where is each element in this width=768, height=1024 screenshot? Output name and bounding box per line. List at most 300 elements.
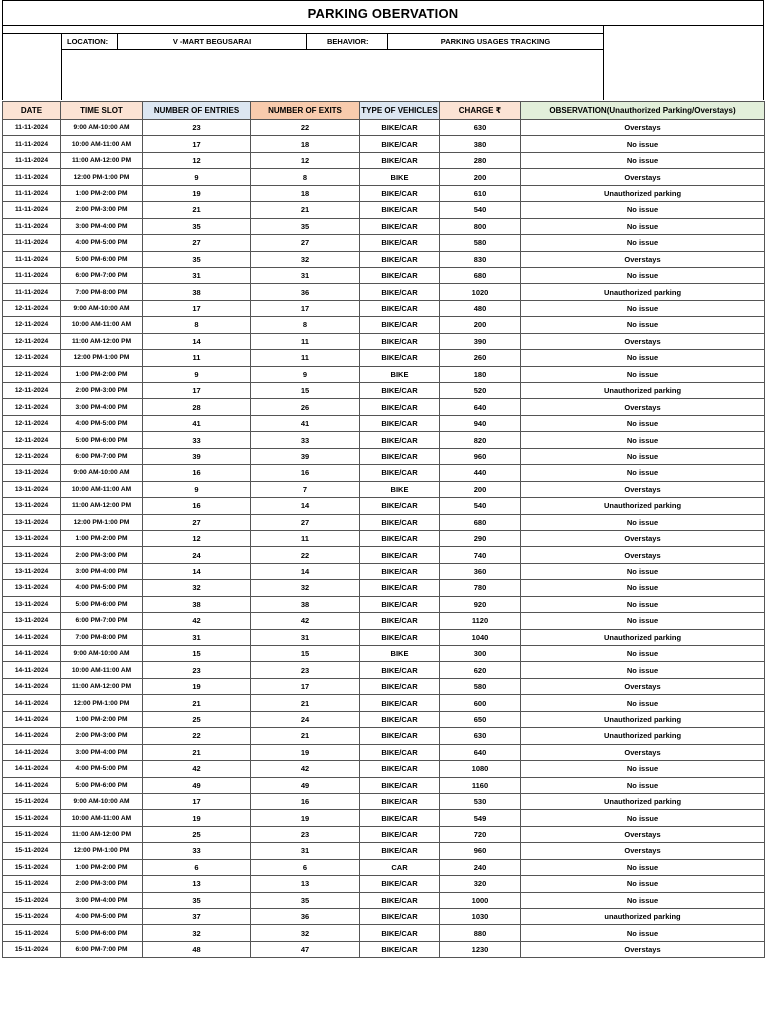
charge-cell[interactable]: 240	[440, 859, 521, 875]
date-cell[interactable]: 11-11-2024	[3, 169, 61, 185]
time-slot-cell[interactable]: 12:00 PM-1:00 PM	[61, 350, 143, 366]
time-slot-cell[interactable]: 5:00 PM-6:00 PM	[61, 777, 143, 793]
entries-cell[interactable]: 31	[143, 629, 251, 645]
date-cell[interactable]: 14-11-2024	[3, 777, 61, 793]
charge-cell[interactable]: 580	[440, 678, 521, 694]
observation-cell[interactable]: No issue	[521, 300, 765, 316]
time-slot-cell[interactable]: 3:00 PM-4:00 PM	[61, 892, 143, 908]
vehicle-type-cell[interactable]: BIKE/CAR	[360, 711, 440, 727]
entries-cell[interactable]: 38	[143, 596, 251, 612]
observation-cell[interactable]: No issue	[521, 448, 765, 464]
vehicle-type-cell[interactable]: BIKE/CAR	[360, 876, 440, 892]
observation-cell[interactable]: No issue	[521, 761, 765, 777]
charge-cell[interactable]: 200	[440, 481, 521, 497]
entries-cell[interactable]: 24	[143, 547, 251, 563]
entries-cell[interactable]: 21	[143, 695, 251, 711]
entries-cell[interactable]: 33	[143, 432, 251, 448]
charge-cell[interactable]: 480	[440, 300, 521, 316]
vehicle-type-cell[interactable]: BIKE/CAR	[360, 284, 440, 300]
observation-cell[interactable]: No issue	[521, 317, 765, 333]
time-slot-cell[interactable]: 1:00 PM-2:00 PM	[61, 711, 143, 727]
entries-cell[interactable]: 42	[143, 613, 251, 629]
observation-cell[interactable]: No issue	[521, 514, 765, 530]
vehicle-type-cell[interactable]: BIKE/CAR	[360, 136, 440, 152]
date-cell[interactable]: 14-11-2024	[3, 662, 61, 678]
observation-cell[interactable]: No issue	[521, 465, 765, 481]
charge-cell[interactable]: 520	[440, 383, 521, 399]
entries-cell[interactable]: 32	[143, 925, 251, 941]
observation-cell[interactable]: Overstays	[521, 744, 765, 760]
entries-cell[interactable]: 35	[143, 218, 251, 234]
time-slot-cell[interactable]: 2:00 PM-3:00 PM	[61, 728, 143, 744]
observation-cell[interactable]: No issue	[521, 859, 765, 875]
observation-cell[interactable]: Unauthorized parking	[521, 498, 765, 514]
vehicle-type-cell[interactable]: BIKE/CAR	[360, 744, 440, 760]
exits-cell[interactable]: 31	[251, 843, 360, 859]
entries-cell[interactable]: 17	[143, 383, 251, 399]
observation-cell[interactable]: Overstays	[521, 399, 765, 415]
time-slot-cell[interactable]: 10:00 AM-11:00 AM	[61, 317, 143, 333]
date-cell[interactable]: 12-11-2024	[3, 366, 61, 382]
entries-cell[interactable]: 14	[143, 333, 251, 349]
charge-cell[interactable]: 1080	[440, 761, 521, 777]
time-slot-cell[interactable]: 10:00 AM-11:00 AM	[61, 136, 143, 152]
observation-cell[interactable]: No issue	[521, 202, 765, 218]
observation-cell[interactable]: No issue	[521, 695, 765, 711]
observation-cell[interactable]: No issue	[521, 350, 765, 366]
charge-cell[interactable]: 180	[440, 366, 521, 382]
date-cell[interactable]: 12-11-2024	[3, 350, 61, 366]
charge-cell[interactable]: 200	[440, 317, 521, 333]
time-slot-cell[interactable]: 6:00 PM-7:00 PM	[61, 613, 143, 629]
exits-cell[interactable]: 16	[251, 793, 360, 809]
charge-cell[interactable]: 540	[440, 498, 521, 514]
entries-cell[interactable]: 17	[143, 136, 251, 152]
exits-cell[interactable]: 11	[251, 530, 360, 546]
time-slot-cell[interactable]: 6:00 PM-7:00 PM	[61, 267, 143, 283]
date-cell[interactable]: 15-11-2024	[3, 843, 61, 859]
time-slot-cell[interactable]: 4:00 PM-5:00 PM	[61, 235, 143, 251]
time-slot-cell[interactable]: 1:00 PM-2:00 PM	[61, 859, 143, 875]
exits-cell[interactable]: 7	[251, 481, 360, 497]
charge-cell[interactable]: 1120	[440, 613, 521, 629]
charge-cell[interactable]: 1020	[440, 284, 521, 300]
observation-cell[interactable]: Unauthorized parking	[521, 284, 765, 300]
time-slot-cell[interactable]: 11:00 AM-12:00 PM	[61, 498, 143, 514]
vehicle-type-cell[interactable]: BIKE/CAR	[360, 662, 440, 678]
date-cell[interactable]: 13-11-2024	[3, 613, 61, 629]
date-cell[interactable]: 11-11-2024	[3, 251, 61, 267]
vehicle-type-cell[interactable]: BIKE/CAR	[360, 498, 440, 514]
exits-cell[interactable]: 16	[251, 465, 360, 481]
entries-cell[interactable]: 41	[143, 415, 251, 431]
observation-cell[interactable]: unauthorized parking	[521, 909, 765, 925]
time-slot-cell[interactable]: 2:00 PM-3:00 PM	[61, 383, 143, 399]
date-cell[interactable]: 14-11-2024	[3, 711, 61, 727]
time-slot-cell[interactable]: 3:00 PM-4:00 PM	[61, 218, 143, 234]
observation-cell[interactable]: Unauthorized parking	[521, 185, 765, 201]
exits-cell[interactable]: 8	[251, 169, 360, 185]
exits-cell[interactable]: 11	[251, 333, 360, 349]
date-cell[interactable]: 13-11-2024	[3, 530, 61, 546]
observation-cell[interactable]: No issue	[521, 596, 765, 612]
vehicle-type-cell[interactable]: BIKE/CAR	[360, 514, 440, 530]
exits-cell[interactable]: 8	[251, 317, 360, 333]
observation-cell[interactable]: No issue	[521, 152, 765, 168]
date-cell[interactable]: 13-11-2024	[3, 580, 61, 596]
observation-cell[interactable]: No issue	[521, 580, 765, 596]
time-slot-cell[interactable]: 12:00 PM-1:00 PM	[61, 514, 143, 530]
time-slot-cell[interactable]: 12:00 PM-1:00 PM	[61, 695, 143, 711]
observation-cell[interactable]: No issue	[521, 415, 765, 431]
entries-cell[interactable]: 35	[143, 251, 251, 267]
date-cell[interactable]: 15-11-2024	[3, 876, 61, 892]
entries-cell[interactable]: 15	[143, 646, 251, 662]
exits-cell[interactable]: 19	[251, 744, 360, 760]
time-slot-cell[interactable]: 10:00 AM-11:00 AM	[61, 810, 143, 826]
charge-cell[interactable]: 780	[440, 580, 521, 596]
exits-cell[interactable]: 21	[251, 728, 360, 744]
vehicle-type-cell[interactable]: BIKE/CAR	[360, 563, 440, 579]
date-cell[interactable]: 11-11-2024	[3, 284, 61, 300]
vehicle-type-cell[interactable]: BIKE/CAR	[360, 235, 440, 251]
exits-cell[interactable]: 22	[251, 120, 360, 136]
charge-cell[interactable]: 1040	[440, 629, 521, 645]
vehicle-type-cell[interactable]: BIKE/CAR	[360, 629, 440, 645]
time-slot-cell[interactable]: 3:00 PM-4:00 PM	[61, 563, 143, 579]
charge-cell[interactable]: 1000	[440, 892, 521, 908]
date-cell[interactable]: 14-11-2024	[3, 646, 61, 662]
vehicle-type-cell[interactable]: BIKE/CAR	[360, 892, 440, 908]
observation-cell[interactable]: Overstays	[521, 547, 765, 563]
charge-cell[interactable]: 680	[440, 514, 521, 530]
vehicle-type-cell[interactable]: BIKE	[360, 169, 440, 185]
charge-cell[interactable]: 880	[440, 925, 521, 941]
observation-cell[interactable]: Unauthorized parking	[521, 793, 765, 809]
charge-cell[interactable]: 630	[440, 120, 521, 136]
time-slot-cell[interactable]: 9:00 AM-10:00 AM	[61, 465, 143, 481]
charge-cell[interactable]: 320	[440, 876, 521, 892]
time-slot-cell[interactable]: 1:00 PM-2:00 PM	[61, 530, 143, 546]
entries-cell[interactable]: 37	[143, 909, 251, 925]
time-slot-cell[interactable]: 11:00 AM-12:00 PM	[61, 333, 143, 349]
vehicle-type-cell[interactable]: BIKE/CAR	[360, 251, 440, 267]
time-slot-cell[interactable]: 3:00 PM-4:00 PM	[61, 399, 143, 415]
time-slot-cell[interactable]: 10:00 AM-11:00 AM	[61, 481, 143, 497]
column-header-observation[interactable]: OBSERVATION(Unauthorized Parking/Overstays)	[521, 102, 765, 120]
observation-cell[interactable]: No issue	[521, 136, 765, 152]
observation-cell[interactable]: No issue	[521, 563, 765, 579]
charge-cell[interactable]: 280	[440, 152, 521, 168]
time-slot-cell[interactable]: 9:00 AM-10:00 AM	[61, 300, 143, 316]
exits-cell[interactable]: 42	[251, 761, 360, 777]
observation-cell[interactable]: No issue	[521, 892, 765, 908]
time-slot-cell[interactable]: 4:00 PM-5:00 PM	[61, 761, 143, 777]
exits-cell[interactable]: 32	[251, 251, 360, 267]
time-slot-cell[interactable]: 5:00 PM-6:00 PM	[61, 596, 143, 612]
vehicle-type-cell[interactable]: BIKE/CAR	[360, 202, 440, 218]
vehicle-type-cell[interactable]: BIKE/CAR	[360, 448, 440, 464]
time-slot-cell[interactable]: 4:00 PM-5:00 PM	[61, 580, 143, 596]
vehicle-type-cell[interactable]: BIKE/CAR	[360, 826, 440, 842]
date-cell[interactable]: 14-11-2024	[3, 629, 61, 645]
charge-cell[interactable]: 630	[440, 728, 521, 744]
entries-cell[interactable]: 12	[143, 152, 251, 168]
vehicle-type-cell[interactable]: BIKE/CAR	[360, 530, 440, 546]
entries-cell[interactable]: 25	[143, 711, 251, 727]
exits-cell[interactable]: 6	[251, 859, 360, 875]
exits-cell[interactable]: 33	[251, 432, 360, 448]
time-slot-cell[interactable]: 2:00 PM-3:00 PM	[61, 876, 143, 892]
date-cell[interactable]: 14-11-2024	[3, 695, 61, 711]
date-cell[interactable]: 15-11-2024	[3, 793, 61, 809]
entries-cell[interactable]: 38	[143, 284, 251, 300]
date-cell[interactable]: 12-11-2024	[3, 317, 61, 333]
vehicle-type-cell[interactable]: BIKE	[360, 646, 440, 662]
observation-cell[interactable]: Overstays	[521, 481, 765, 497]
time-slot-cell[interactable]: 4:00 PM-5:00 PM	[61, 909, 143, 925]
column-header-date[interactable]: DATE	[3, 102, 61, 120]
vehicle-type-cell[interactable]: BIKE/CAR	[360, 465, 440, 481]
exits-cell[interactable]: 36	[251, 909, 360, 925]
charge-cell[interactable]: 1230	[440, 941, 521, 957]
exits-cell[interactable]: 14	[251, 563, 360, 579]
vehicle-type-cell[interactable]: BIKE/CAR	[360, 185, 440, 201]
date-cell[interactable]: 13-11-2024	[3, 514, 61, 530]
entries-cell[interactable]: 39	[143, 448, 251, 464]
exits-cell[interactable]: 18	[251, 136, 360, 152]
observation-cell[interactable]: Overstays	[521, 169, 765, 185]
date-cell[interactable]: 11-11-2024	[3, 235, 61, 251]
exits-cell[interactable]: 31	[251, 267, 360, 283]
vehicle-type-cell[interactable]: BIKE/CAR	[360, 613, 440, 629]
entries-cell[interactable]: 28	[143, 399, 251, 415]
entries-cell[interactable]: 21	[143, 744, 251, 760]
observation-cell[interactable]: Overstays	[521, 530, 765, 546]
vehicle-type-cell[interactable]: BIKE/CAR	[360, 810, 440, 826]
exits-cell[interactable]: 17	[251, 300, 360, 316]
exits-cell[interactable]: 15	[251, 646, 360, 662]
charge-cell[interactable]: 200	[440, 169, 521, 185]
entries-cell[interactable]: 27	[143, 235, 251, 251]
time-slot-cell[interactable]: 7:00 PM-8:00 PM	[61, 284, 143, 300]
observation-cell[interactable]: No issue	[521, 646, 765, 662]
date-cell[interactable]: 11-11-2024	[3, 136, 61, 152]
observation-cell[interactable]: No issue	[521, 366, 765, 382]
date-cell[interactable]: 11-11-2024	[3, 120, 61, 136]
column-header-time-slot[interactable]: TIME SLOT	[61, 102, 143, 120]
charge-cell[interactable]: 290	[440, 530, 521, 546]
entries-cell[interactable]: 21	[143, 202, 251, 218]
time-slot-cell[interactable]: 11:00 AM-12:00 PM	[61, 678, 143, 694]
time-slot-cell[interactable]: 7:00 PM-8:00 PM	[61, 629, 143, 645]
date-cell[interactable]: 15-11-2024	[3, 909, 61, 925]
exits-cell[interactable]: 47	[251, 941, 360, 957]
exits-cell[interactable]: 32	[251, 580, 360, 596]
time-slot-cell[interactable]: 12:00 PM-1:00 PM	[61, 169, 143, 185]
charge-cell[interactable]: 640	[440, 744, 521, 760]
charge-cell[interactable]: 960	[440, 448, 521, 464]
time-slot-cell[interactable]: 12:00 PM-1:00 PM	[61, 843, 143, 859]
time-slot-cell[interactable]: 10:00 AM-11:00 AM	[61, 662, 143, 678]
entries-cell[interactable]: 33	[143, 843, 251, 859]
charge-cell[interactable]: 549	[440, 810, 521, 826]
date-cell[interactable]: 12-11-2024	[3, 415, 61, 431]
entries-cell[interactable]: 19	[143, 810, 251, 826]
charge-cell[interactable]: 530	[440, 793, 521, 809]
exits-cell[interactable]: 42	[251, 613, 360, 629]
time-slot-cell[interactable]: 5:00 PM-6:00 PM	[61, 251, 143, 267]
date-cell[interactable]: 13-11-2024	[3, 498, 61, 514]
date-cell[interactable]: 11-11-2024	[3, 152, 61, 168]
charge-cell[interactable]: 1160	[440, 777, 521, 793]
charge-cell[interactable]: 1030	[440, 909, 521, 925]
entries-cell[interactable]: 16	[143, 498, 251, 514]
time-slot-cell[interactable]: 3:00 PM-4:00 PM	[61, 744, 143, 760]
date-cell[interactable]: 12-11-2024	[3, 432, 61, 448]
exits-cell[interactable]: 18	[251, 185, 360, 201]
date-cell[interactable]: 14-11-2024	[3, 744, 61, 760]
date-cell[interactable]: 13-11-2024	[3, 563, 61, 579]
vehicle-type-cell[interactable]: BIKE/CAR	[360, 925, 440, 941]
charge-cell[interactable]: 920	[440, 596, 521, 612]
entries-cell[interactable]: 12	[143, 530, 251, 546]
vehicle-type-cell[interactable]: BIKE/CAR	[360, 777, 440, 793]
charge-cell[interactable]: 720	[440, 826, 521, 842]
vehicle-type-cell[interactable]: BIKE/CAR	[360, 596, 440, 612]
vehicle-type-cell[interactable]: BIKE/CAR	[360, 547, 440, 563]
vehicle-type-cell[interactable]: BIKE/CAR	[360, 415, 440, 431]
vehicle-type-cell[interactable]: BIKE/CAR	[360, 399, 440, 415]
observation-cell[interactable]: Overstays	[521, 678, 765, 694]
charge-cell[interactable]: 960	[440, 843, 521, 859]
exits-cell[interactable]: 32	[251, 925, 360, 941]
date-cell[interactable]: 13-11-2024	[3, 465, 61, 481]
date-cell[interactable]: 12-11-2024	[3, 448, 61, 464]
vehicle-type-cell[interactable]: BIKE/CAR	[360, 267, 440, 283]
vehicle-type-cell[interactable]: BIKE/CAR	[360, 432, 440, 448]
time-slot-cell[interactable]: 2:00 PM-3:00 PM	[61, 547, 143, 563]
charge-cell[interactable]: 260	[440, 350, 521, 366]
charge-cell[interactable]: 640	[440, 399, 521, 415]
vehicle-type-cell[interactable]: BIKE/CAR	[360, 152, 440, 168]
exits-cell[interactable]: 21	[251, 202, 360, 218]
exits-cell[interactable]: 41	[251, 415, 360, 431]
time-slot-cell[interactable]: 11:00 AM-12:00 PM	[61, 152, 143, 168]
date-cell[interactable]: 14-11-2024	[3, 728, 61, 744]
entries-cell[interactable]: 17	[143, 300, 251, 316]
charge-cell[interactable]: 820	[440, 432, 521, 448]
entries-cell[interactable]: 22	[143, 728, 251, 744]
vehicle-type-cell[interactable]: BIKE/CAR	[360, 218, 440, 234]
vehicle-type-cell[interactable]: BIKE/CAR	[360, 350, 440, 366]
time-slot-cell[interactable]: 11:00 AM-12:00 PM	[61, 826, 143, 842]
entries-cell[interactable]: 11	[143, 350, 251, 366]
vehicle-type-cell[interactable]: BIKE/CAR	[360, 695, 440, 711]
entries-cell[interactable]: 35	[143, 892, 251, 908]
observation-cell[interactable]: No issue	[521, 613, 765, 629]
charge-cell[interactable]: 680	[440, 267, 521, 283]
exits-cell[interactable]: 35	[251, 892, 360, 908]
vehicle-type-cell[interactable]: BIKE/CAR	[360, 317, 440, 333]
observation-cell[interactable]: No issue	[521, 235, 765, 251]
vehicle-type-cell[interactable]: BIKE/CAR	[360, 909, 440, 925]
vehicle-type-cell[interactable]: BIKE/CAR	[360, 678, 440, 694]
charge-cell[interactable]: 610	[440, 185, 521, 201]
entries-cell[interactable]: 32	[143, 580, 251, 596]
observation-cell[interactable]: Unauthorized parking	[521, 711, 765, 727]
entries-cell[interactable]: 9	[143, 169, 251, 185]
time-slot-cell[interactable]: 1:00 PM-2:00 PM	[61, 185, 143, 201]
location-value[interactable]: V -MART BEGUSARAI	[118, 34, 307, 49]
date-cell[interactable]: 15-11-2024	[3, 941, 61, 957]
date-cell[interactable]: 15-11-2024	[3, 810, 61, 826]
observation-cell[interactable]: Unauthorized parking	[521, 728, 765, 744]
observation-cell[interactable]: No issue	[521, 218, 765, 234]
vehicle-type-cell[interactable]: BIKE/CAR	[360, 120, 440, 136]
vehicle-type-cell[interactable]: BIKE/CAR	[360, 580, 440, 596]
exits-cell[interactable]: 12	[251, 152, 360, 168]
charge-cell[interactable]: 580	[440, 235, 521, 251]
entries-cell[interactable]: 9	[143, 481, 251, 497]
exits-cell[interactable]: 35	[251, 218, 360, 234]
time-slot-cell[interactable]: 2:00 PM-3:00 PM	[61, 202, 143, 218]
exits-cell[interactable]: 9	[251, 366, 360, 382]
date-cell[interactable]: 11-11-2024	[3, 218, 61, 234]
charge-cell[interactable]: 830	[440, 251, 521, 267]
date-cell[interactable]: 12-11-2024	[3, 383, 61, 399]
entries-cell[interactable]: 42	[143, 761, 251, 777]
entries-cell[interactable]: 31	[143, 267, 251, 283]
charge-cell[interactable]: 300	[440, 646, 521, 662]
entries-cell[interactable]: 23	[143, 662, 251, 678]
column-header-exits[interactable]: NUMBER OF EXITS	[251, 102, 360, 120]
entries-cell[interactable]: 16	[143, 465, 251, 481]
vehicle-type-cell[interactable]: BIKE/CAR	[360, 333, 440, 349]
vehicle-type-cell[interactable]: BIKE/CAR	[360, 761, 440, 777]
charge-cell[interactable]: 540	[440, 202, 521, 218]
charge-cell[interactable]: 800	[440, 218, 521, 234]
observation-cell[interactable]: Overstays	[521, 333, 765, 349]
exits-cell[interactable]: 31	[251, 629, 360, 645]
vehicle-type-cell[interactable]: BIKE/CAR	[360, 300, 440, 316]
exits-cell[interactable]: 13	[251, 876, 360, 892]
entries-cell[interactable]: 48	[143, 941, 251, 957]
vehicle-type-cell[interactable]: BIKE/CAR	[360, 941, 440, 957]
exits-cell[interactable]: 15	[251, 383, 360, 399]
exits-cell[interactable]: 24	[251, 711, 360, 727]
time-slot-cell[interactable]: 9:00 AM-10:00 AM	[61, 793, 143, 809]
date-cell[interactable]: 12-11-2024	[3, 300, 61, 316]
exits-cell[interactable]: 22	[251, 547, 360, 563]
time-slot-cell[interactable]: 4:00 PM-5:00 PM	[61, 415, 143, 431]
entries-cell[interactable]: 13	[143, 876, 251, 892]
entries-cell[interactable]: 19	[143, 185, 251, 201]
date-cell[interactable]: 15-11-2024	[3, 859, 61, 875]
exits-cell[interactable]: 27	[251, 514, 360, 530]
vehicle-type-cell[interactable]: BIKE	[360, 481, 440, 497]
exits-cell[interactable]: 38	[251, 596, 360, 612]
charge-cell[interactable]: 360	[440, 563, 521, 579]
column-header-entries[interactable]: NUMBER OF ENTRIES	[143, 102, 251, 120]
date-cell[interactable]: 11-11-2024	[3, 202, 61, 218]
exits-cell[interactable]: 19	[251, 810, 360, 826]
vehicle-type-cell[interactable]: BIKE/CAR	[360, 843, 440, 859]
observation-cell[interactable]: Overstays	[521, 251, 765, 267]
observation-cell[interactable]: Overstays	[521, 843, 765, 859]
entries-cell[interactable]: 27	[143, 514, 251, 530]
vehicle-type-cell[interactable]: BIKE/CAR	[360, 728, 440, 744]
